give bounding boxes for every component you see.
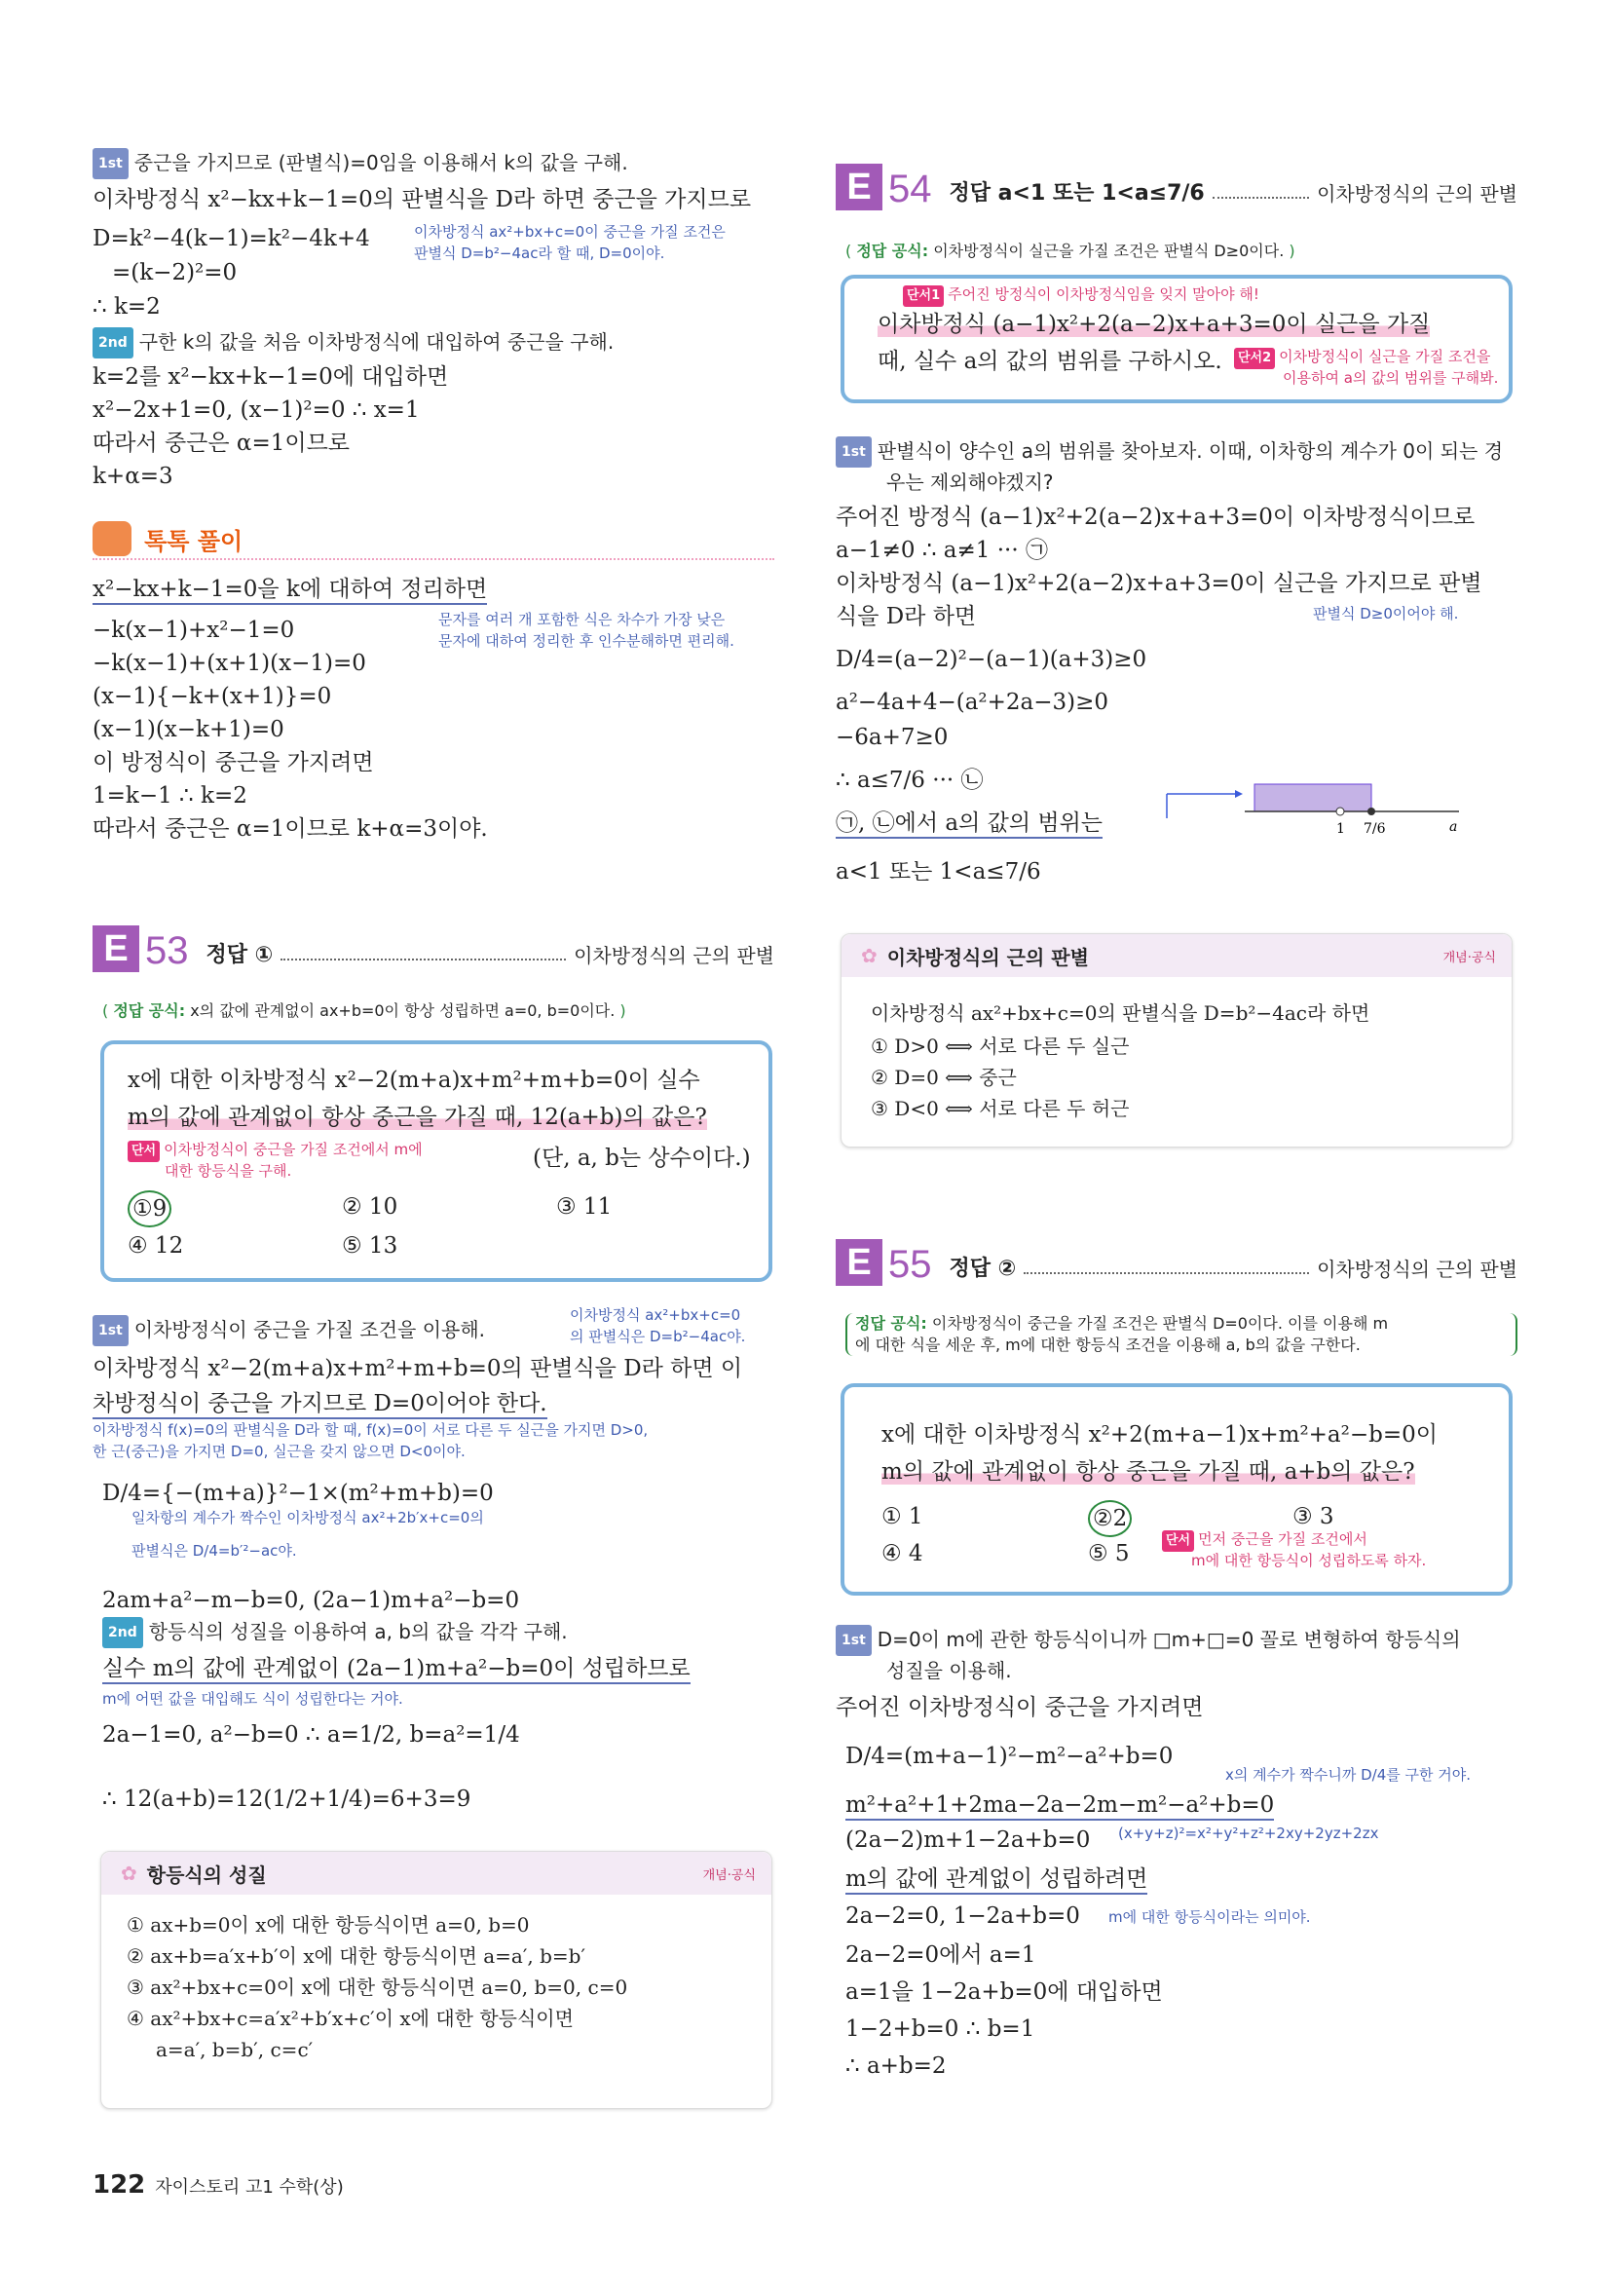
step-badge: 1st: [93, 1315, 129, 1346]
hint: 단서1 주어진 방정식이 이차방정식임을 잊지 말아야 해!: [903, 284, 1259, 307]
choice-2[interactable]: ②2: [1088, 1500, 1132, 1537]
side-note: 판별식 D=b²−4ac라 할 때, D=0이야.: [414, 245, 665, 262]
concept-box-discriminant: [841, 933, 1513, 1148]
solution-line: k=2를 x²−kx+k−1=0에 대입하면: [93, 364, 449, 390]
dotted-leader: [1024, 1272, 1309, 1274]
topic: 이차방정식의 근의 판별: [1317, 1258, 1517, 1281]
tick-label: 1: [1336, 821, 1345, 837]
step-2nd: 2nd 구한 k의 값을 처음 이차방정식에 대입하여 중근을 구해.: [93, 327, 614, 358]
choice-1[interactable]: ① 1: [881, 1504, 923, 1529]
arrow-head: [1235, 790, 1243, 798]
step-2nd: 2nd 항등식의 성질을 이용하여 a, b의 값을 각각 구해.: [102, 1617, 568, 1648]
solution-line: 실수 m의 값에 관계없이 (2a−1)m+a²−b=0이 성립하므로: [102, 1652, 691, 1685]
solution-line: m²+a²+1+2ma−2a−2m−m²−a²+b=0: [845, 1788, 1274, 1822]
solution-line: ㉠, ㉡에서 a의 값의 범위는: [836, 807, 1103, 840]
solution-line: 2a−2=0에서 a=1: [845, 1942, 1036, 1968]
toktok-line: (x−1)(x−k+1)=0: [93, 717, 284, 742]
problem-number: 55: [888, 1243, 932, 1286]
step-1st: 1st D=0이 m에 관한 항등식이니까 □m+□=0 꼴로 변형하여 항등식의: [836, 1625, 1461, 1656]
choice-5[interactable]: ⑤ 5: [1088, 1541, 1130, 1566]
concept-header: ✿ 항등식의 성질 개념·공식: [101, 1852, 771, 1895]
closed-point: [1367, 808, 1375, 815]
dotted-leader: [281, 959, 566, 960]
problem-text: m의 값에 관계없이 항상 중근을 가질 때, a+b의 값은?: [881, 1459, 1415, 1485]
choice-3[interactable]: ③ 3: [1292, 1504, 1334, 1529]
choice-5[interactable]: ⑤ 13: [342, 1233, 398, 1259]
problem-header-e54: [836, 164, 1517, 210]
problem-number: 54: [888, 168, 932, 210]
step-badge: 1st: [836, 1625, 872, 1656]
flower-icon: ✿: [121, 1862, 137, 1885]
choice-4[interactable]: ④ 4: [881, 1541, 923, 1566]
step-text: 성질을 이용해.: [886, 1659, 1012, 1682]
solution-line: 주어진 방정식 (a−1)x²+2(a−2)x+a+3=0이 이차방정식이므로: [836, 505, 1476, 530]
problem-text: x에 대한 이차방정식 x²+2(m+a−1)x+m²+a²−b=0이: [881, 1422, 1438, 1448]
problem-header-e53: [93, 925, 774, 972]
toktok-line: 따라서 중근은 α=1이므로 k+α=3이야.: [93, 816, 488, 842]
book-title: 자이스토리 고1 수학(상): [155, 2177, 344, 2198]
side-note: 이차방정식 ax²+bx+c=0이 중근을 가질 조건은: [414, 223, 726, 241]
side-note: 판별식은 D/4=b′²−ac야.: [131, 1542, 297, 1560]
concept-item: ① ax+b=0이 x에 대한 항등식이면 a=0, b=0: [127, 1913, 530, 1937]
side-note: 판별식 D≥0이어야 해.: [1313, 605, 1459, 622]
side-note: 문자를 여러 개 포함한 식은 차수가 가장 낮은: [438, 611, 726, 628]
side-note: m에 대한 항등식이라는 의미야.: [1108, 1908, 1311, 1926]
solution-line: 2am+a²−m−b=0, (2a−1)m+a²−b=0: [102, 1588, 520, 1613]
concept-header: ✿ 이차방정식의 근의 판별 개념·공식: [842, 934, 1512, 977]
toktok-icon: [93, 521, 131, 556]
solution-line: D=k²−4(k−1)=k²−4k+4: [93, 226, 370, 251]
toktok-line: −k(x−1)+x²−1=0: [93, 618, 295, 643]
solution-line: ∴ 12(a+b)=12(1/2+1/4)=6+3=9: [102, 1787, 471, 1812]
toktok-line: −k(x−1)+(x+1)(x−1)=0: [93, 651, 366, 676]
choice-4[interactable]: ④ 12: [128, 1233, 184, 1259]
solution-line: x²−2x+1=0, (x−1)²=0 ∴ x=1: [93, 397, 420, 423]
step-badge: 2nd: [93, 327, 133, 358]
topic: 이차방정식의 근의 판별: [574, 944, 774, 967]
answer: 정답 a<1 또는 1<a≤7/6: [949, 181, 1205, 206]
step-text: 우는 제외해야겠지?: [886, 470, 1054, 494]
side-note: 이차방정식 ax²+bx+c=0: [570, 1306, 741, 1324]
concept-item: ① D>0 ⟺ 서로 다른 두 실근: [871, 1035, 1130, 1058]
problem-header-e55: [836, 1239, 1517, 1286]
problem-box-e54: [841, 275, 1513, 403]
problem-text: 이차방정식 (a−1)x²+2(a−2)x+a+3=0이 실근을 가질: [878, 312, 1431, 337]
open-point: [1336, 808, 1344, 815]
concept-item: ② ax+b=a′x+b′이 x에 대한 항등식이면 a=a′, b=b′: [127, 1944, 586, 1968]
problem-text: x에 대한 이차방정식 x²−2(m+a)x+m²+m+b=0이 실수: [128, 1068, 700, 1093]
solution-line: =(k−2)²=0: [112, 260, 238, 285]
side-note: x의 계수가 짝수니까 D/4를 구한 거야.: [1225, 1766, 1472, 1784]
page-footer: [93, 2170, 344, 2200]
answer-formula: ( 정답 공식: x의 값에 관계없이 ax+b=0이 항상 성립하면 a=0, b=0이다. ): [102, 1001, 626, 1020]
solution-line: ∴ a≤7/6 ··· ㉡: [836, 768, 984, 793]
concept-box-identity: [100, 1851, 772, 2109]
solution-line: m의 값에 관계없이 성립하려면: [845, 1863, 1147, 1896]
hint: 대한 항등식을 구해.: [165, 1162, 292, 1180]
solution-line: a−1≠0 ∴ a≠1 ··· ㉠: [836, 538, 1048, 563]
solution-line: 2a−1=0, a²−b=0 ∴ a=1/2, b=a²=1/4: [102, 1722, 520, 1748]
page-number: 122: [93, 2170, 146, 2200]
answer: 정답 ②: [949, 1257, 1017, 1281]
solution-line: 따라서 중근은 α=1이므로: [93, 431, 351, 456]
side-note: 일차항의 계수가 짝수인 이차방정식 ax²+2b′x+c=0의: [131, 1509, 484, 1526]
side-note: 한 근(중근)을 가지면 D=0, 실근을 갖지 않으면 D<0이야.: [93, 1443, 466, 1460]
problem-text: 때, 실수 a의 값의 범위를 구하시오.: [878, 349, 1222, 374]
side-note: (x+y+z)²=x²+y²+z²+2xy+2yz+2zx: [1118, 1825, 1379, 1842]
solution-line: k+α=3: [93, 464, 173, 489]
concept-item: 이차방정식 ax²+bx+c=0의 판별식을 D=b²−4ac라 하면: [871, 1001, 1370, 1025]
problem-box-e53: [100, 1040, 772, 1282]
concept-item: ④ ax²+bx+c=a′x²+b′x+c′이 x에 대한 항등식이면: [127, 2007, 574, 2030]
choice-1[interactable]: ①9: [128, 1190, 171, 1227]
solution-line: 이차방정식 x²−kx+k−1=0의 판별식을 D라 하면 중근을 가지므로: [93, 187, 752, 212]
hint: 단서 이차방정식이 중근을 가질 조건에서 m에: [128, 1140, 423, 1162]
solution-line: ∴ a+b=2: [845, 2053, 947, 2079]
solution-line: 이차방정식 x²−2(m+a)x+m²+m+b=0의 판별식을 D라 하면 이: [93, 1356, 743, 1381]
step-badge: 1st: [836, 436, 872, 468]
solution-line: ∴ k=2: [93, 294, 161, 320]
flower-icon: ✿: [861, 944, 878, 967]
step-1st: 1st 판별식이 양수인 a의 범위를 찾아보자. 이때, 이차항의 계수가 0이 되는 경: [836, 436, 1503, 468]
solution-line: −6a+7≥0: [836, 725, 949, 750]
toktok-line: x²−kx+k−1=0을 k에 대하여 정리하면: [93, 573, 487, 606]
solution-line: (2a−2)m+1−2a+b=0: [845, 1827, 1091, 1853]
hint: 단서2 이차방정식이 실근을 가질 조건을: [1234, 347, 1490, 369]
answer-formula: 정답 공식: 이차방정식이 중근을 가질 조건은 판별식 D=0이다. 이를 이용해 m 에 대한 식을 세운 후, m에 대한 항등식 조건을 이용해 a, b의 값을 구한다.: [845, 1313, 1517, 1356]
solution-line: D/4={−(m+a)}²−1×(m²+m+b)=0: [102, 1481, 494, 1506]
toktok-line: (x−1){−k+(x+1)}=0: [93, 684, 332, 709]
tick-label: 7/6: [1364, 821, 1386, 837]
hint: m에 대한 항등식이 성립하도록 하자.: [1191, 1552, 1427, 1569]
step-badge: 1st: [93, 148, 129, 179]
concept-item: a=a′, b=b′, c=c′: [156, 2038, 314, 2061]
condition: (단, a, b는 상수이다.): [533, 1146, 751, 1171]
solution-line: 주어진 이차방정식이 중근을 가지려면: [836, 1695, 1204, 1720]
axis-label: a: [1449, 819, 1458, 835]
solution-line: 차방정식이 중근을 가지므로 D=0이어야 한다.: [93, 1387, 547, 1420]
concept-item: ② D=0 ⟺ 중근: [871, 1066, 1017, 1089]
step-badge: 2nd: [102, 1617, 143, 1648]
concept-item: ③ D<0 ⟺ 서로 다른 두 허근: [871, 1097, 1130, 1120]
choice-3[interactable]: ③ 11: [556, 1194, 613, 1220]
problem-box-e55: [841, 1383, 1513, 1596]
side-note: 의 판별식은 D=b²−4ac야.: [570, 1328, 746, 1345]
toktok-header: 톡톡 풀이: [93, 521, 774, 560]
dotted-leader: [1213, 197, 1309, 199]
toktok-line: 1=k−1 ∴ k=2: [93, 783, 247, 809]
solution-line: a<1 또는 1<a≤7/6: [836, 859, 1041, 885]
solution-line: a²−4a+4−(a²+2a−3)≥0: [836, 690, 1109, 715]
solution-line: 식을 D라 하면: [836, 604, 977, 629]
toktok-line: 이 방정식이 중근을 가지려면: [93, 750, 374, 775]
solution-line: a=1을 1−2a+b=0에 대입하면: [845, 1979, 1163, 2005]
step-1st: 1st 중근을 가지므로 (판별식)=0임을 이용해서 k의 값을 구해.: [93, 148, 628, 179]
solution-line: 이차방정식 (a−1)x²+2(a−2)x+a+3=0이 실근을 가지므로 판별: [836, 571, 1482, 596]
answer: 정답 ①: [206, 943, 274, 967]
problem-number: 53: [145, 929, 189, 972]
problem-letter: E: [93, 925, 139, 972]
answer-formula: ( 정답 공식: 이차방정식이 실근을 가질 조건은 판별식 D≥0이다. ): [845, 242, 1295, 260]
problem-letter: E: [836, 1239, 882, 1286]
solution-line: 1−2+b=0 ∴ b=1: [845, 2016, 1035, 2042]
topic: 이차방정식의 근의 판별: [1317, 182, 1517, 206]
step-1st: 1st 이차방정식이 중근을 가질 조건을 이용해.: [93, 1315, 485, 1346]
concept-item: ③ ax²+bx+c=0이 x에 대한 항등식이면 a=0, b=0, c=0: [127, 1976, 628, 1999]
solution-line: D/4=(a−2)²−(a−1)(a+3)≥0: [836, 647, 1147, 672]
hint: 단서 먼저 중근을 가질 조건에서: [1162, 1529, 1367, 1552]
side-note: 문자에 대하여 정리한 후 인수분해하면 편리해.: [438, 632, 734, 650]
hint: 이용하여 a의 값의 범위를 구해봐.: [1283, 369, 1499, 387]
side-note: m에 어떤 값을 대입해도 식이 성립한다는 거야.: [102, 1690, 403, 1708]
side-note: 이차방정식 f(x)=0의 판별식을 D라 할 때, f(x)=0이 서로 다른 두 실근을 가지면 D>0,: [93, 1421, 649, 1439]
solution-line: D/4=(m+a−1)²−m²−a²+b=0: [845, 1744, 1174, 1769]
choice-2[interactable]: ② 10: [342, 1194, 398, 1220]
problem-text: m의 값에 관계없이 항상 중근을 가질 때, 12(a+b)의 값은?: [128, 1105, 707, 1130]
problem-letter: E: [836, 164, 882, 210]
solution-line: 2a−2=0, 1−2a+b=0: [845, 1903, 1080, 1929]
number-line: [1157, 774, 1508, 862]
range-region: [1254, 784, 1371, 811]
